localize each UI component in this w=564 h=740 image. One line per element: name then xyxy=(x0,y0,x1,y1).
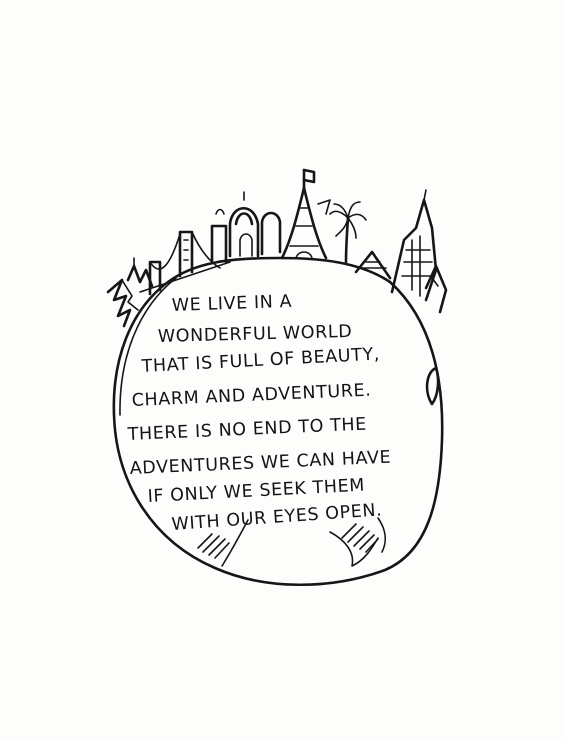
quote-line-5: THERE IS NO END TO THE xyxy=(127,414,368,445)
quote-line-4: CHARM AND ADVENTURE. xyxy=(131,380,372,411)
globe-quote xyxy=(126,292,391,535)
quote-line-8: WITH OUR EYES OPEN. xyxy=(170,500,383,535)
domed-palace-landmark xyxy=(212,192,280,262)
quote-line-6: ADVENTURES WE CAN HAVE xyxy=(129,447,392,479)
tower-landmark xyxy=(282,170,330,258)
quote-line-3: THAT IS FULL OF BEAUTY, xyxy=(141,344,381,377)
quote-line-2: WONDERFUL WORLD xyxy=(157,321,353,347)
palm-tree-landmark xyxy=(330,202,366,262)
quote-line-1: WE LIVE IN A xyxy=(171,291,293,316)
quote-line-7: IF ONLY WE SEEK THEM xyxy=(147,475,366,507)
